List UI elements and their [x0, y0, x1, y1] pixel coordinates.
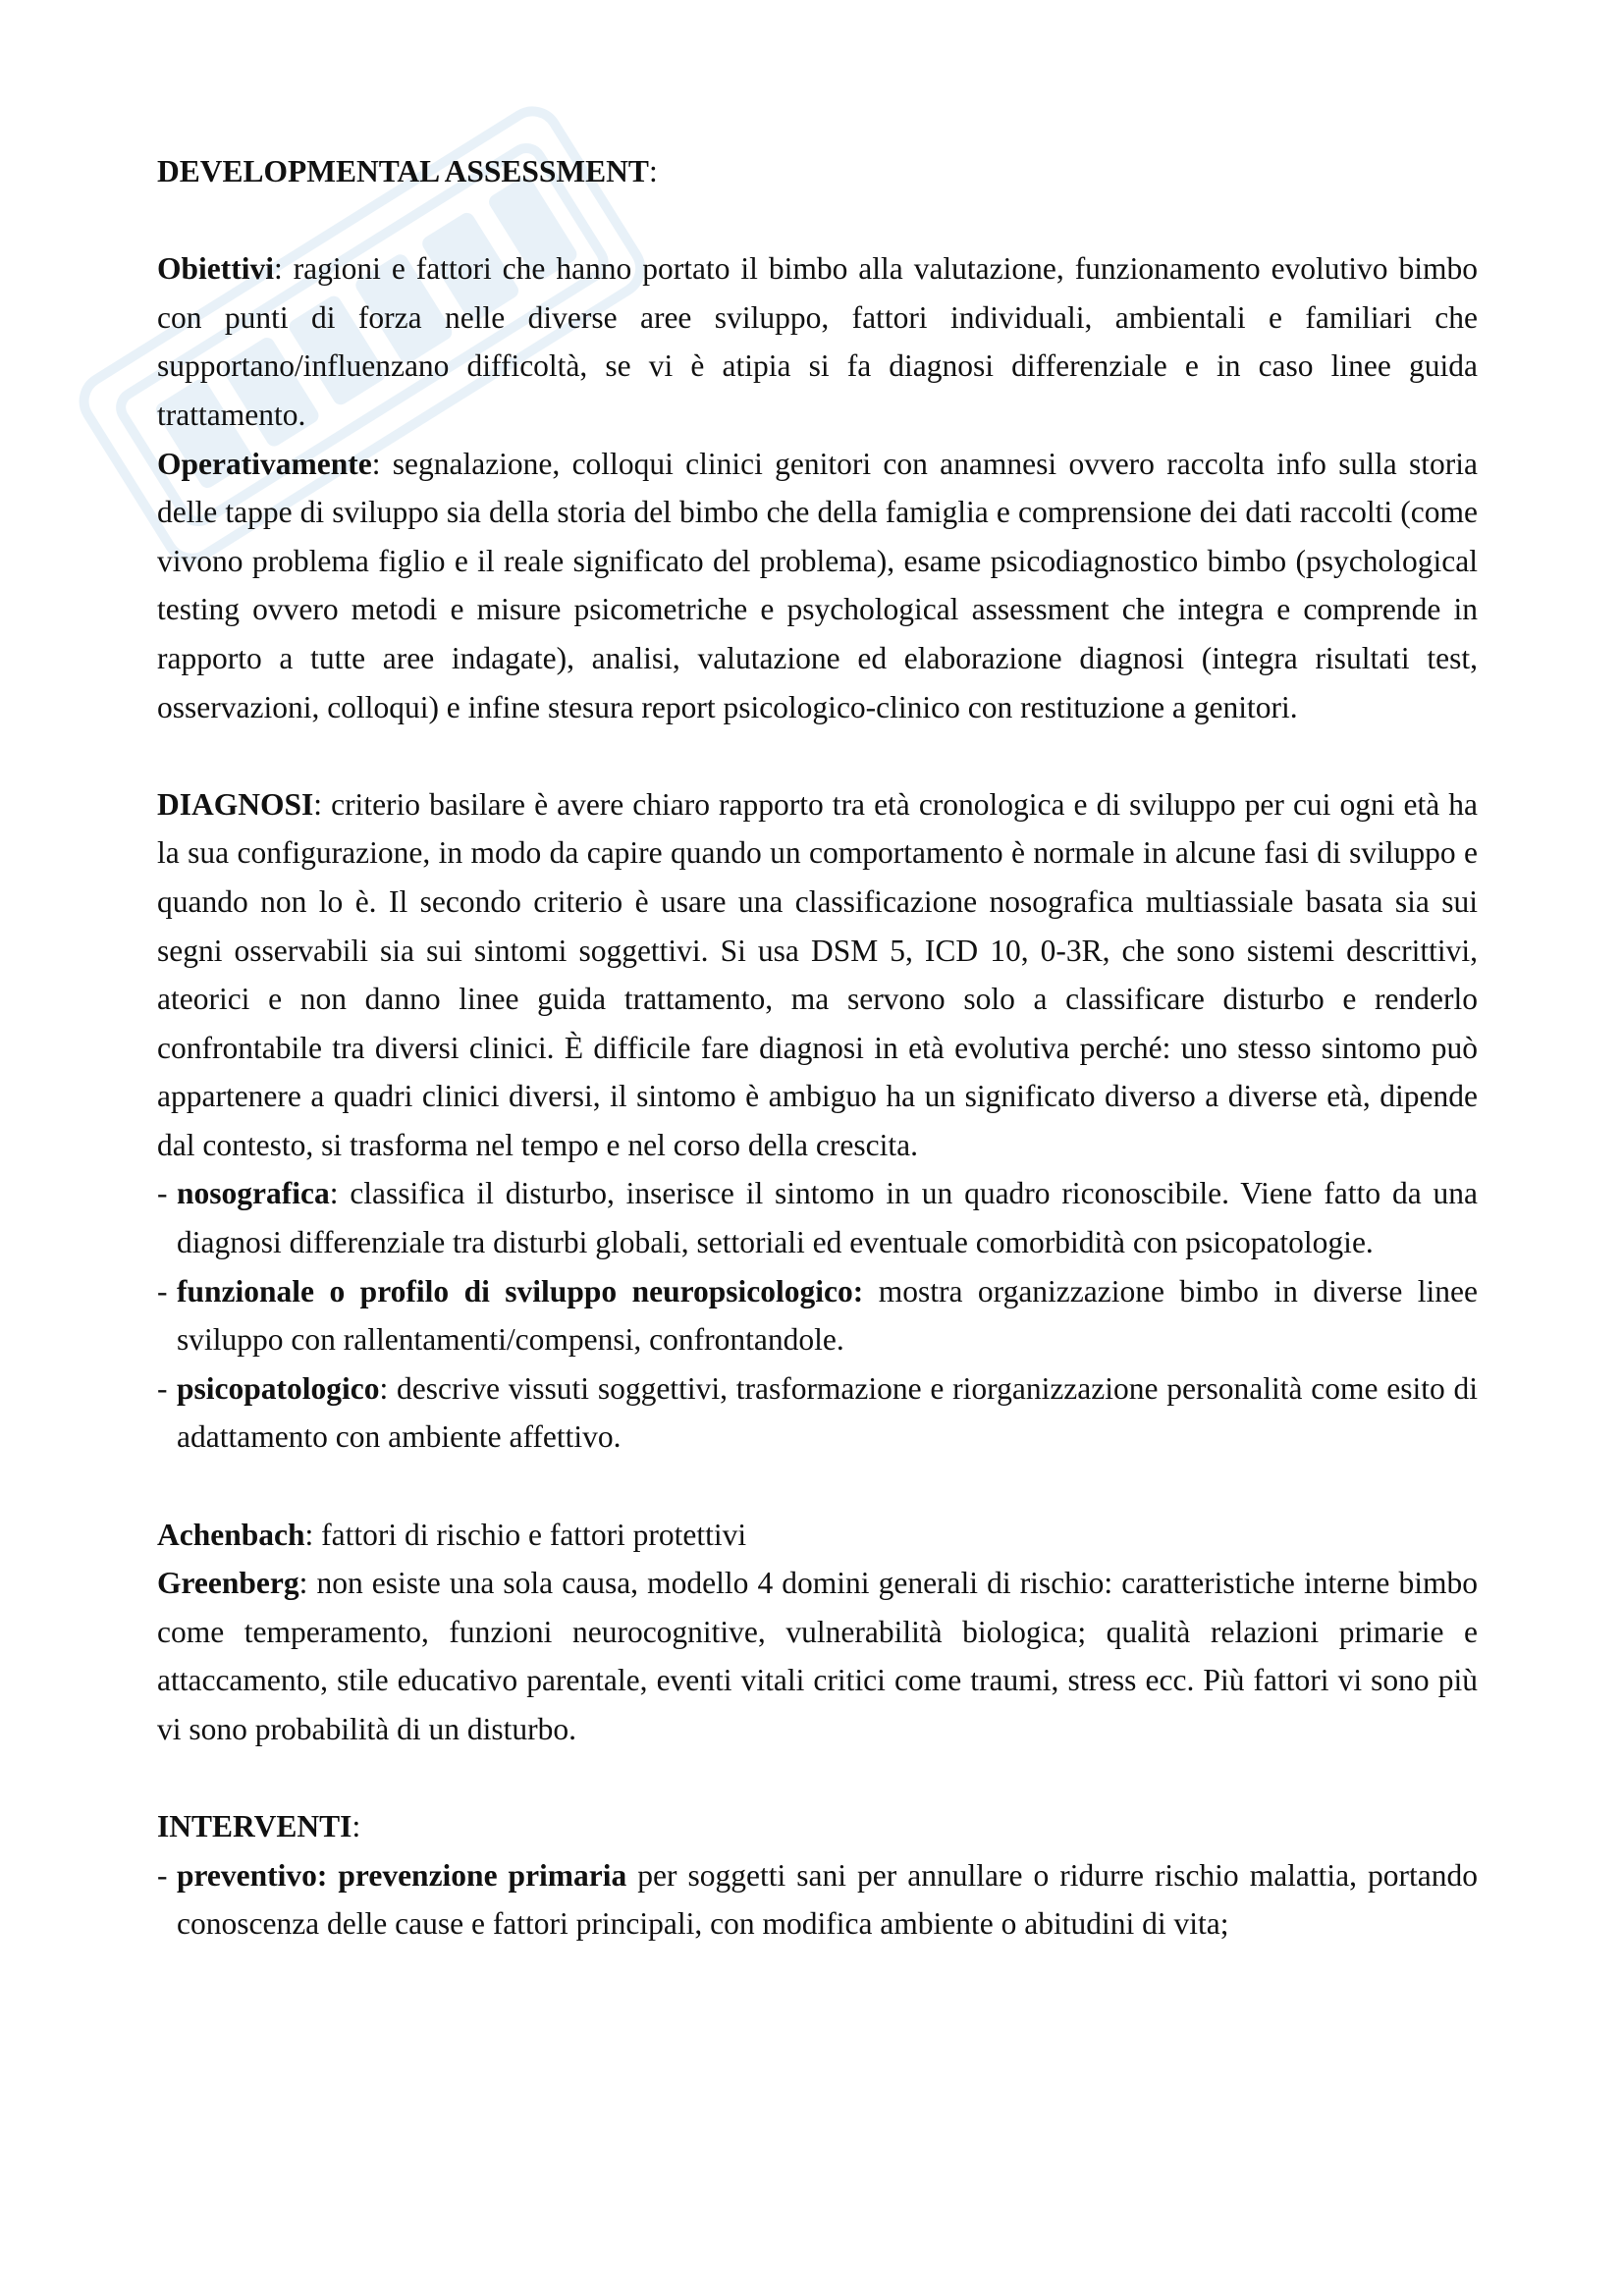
diagnosi-item-text: mostra organizzazione bimbo in diverse linee sviluppo con rallentamenti/compensi, confrontandole. — [177, 1273, 1478, 1358]
achenbach-paragraph — [157, 1511, 1478, 1560]
diagnosi-item-psicopatologico — [157, 1364, 1478, 1462]
obiettivi-paragraph — [157, 244, 1478, 439]
diagnosi-text: : criterio basilare è avere chiaro rapporto tra età cronologica e di sviluppo per cui ogni età ha la sua configurazione, in modo da capire quando un comportamento è normale in alcune fasi di sviluppo e quando non lo è. Il secondo criterio è usare una classificazione nosografica multiassiale basata sia sui segni osservabili sia sui sintomi soggettivi. Si usa DSM 5, ICD 10, 0-3R, che sono sistemi descrittivi, ateorici e non danno linee guida trattamento, ma servono solo a classificare disturbo e renderlo confrontabile tra diversi clinici. È difficile fare diagnosi in età evolutiva perché: uno stesso sintomo può appartenere a quadri clinici diversi, il sintomo è ambiguo ha un significato diverso a diverse età, dipende dal contesto, si trasforma nel tempo e nel corso della crescita. — [157, 786, 1478, 1162]
greenberg-text: : non esiste una sola causa, modello 4 domini generali di rischio: caratteristiche interne bimbo come temperamento, funzioni neurocognitive, vulnerabilità biologica; qualità relazioni primarie e attaccamento, stile educativo parentale, eventi vitali critici come traumi, stress ecc. Più fattori vi sono più vi sono probabilità di un disturbo. — [157, 1566, 1478, 1746]
list-dash: - — [157, 1370, 168, 1406]
interventi-label: INTERVENTI — [157, 1809, 352, 1844]
interventi-suffix: : — [352, 1809, 361, 1844]
diagnosi-paragraph — [157, 780, 1478, 1170]
list-dash: - — [157, 1176, 168, 1211]
document-title — [157, 147, 1478, 196]
interventi-item-preventivo — [157, 1851, 1478, 1949]
greenberg-paragraph — [157, 1559, 1478, 1753]
operativamente-paragraph — [157, 440, 1478, 732]
operativamente-text: : segnalazione, colloqui clinici genitori con anamnesi ovvero raccolta info sulla storia delle tappe di sviluppo sia della storia del bimbo che della famiglia e comprensione dei dati raccolti (come vivono problema figlio e il reale significato del problema), esame psicodiagnostico bimbo (psychological testing ovvero metodi e misure psicometriche e psychological assessment che integra e comprende in rapporto a tutte aree indagate), analisi, valutazione ed elaborazione diagnosi (integra risultati test, osservazioni, colloqui) e infine stesura report psicologico-clinico con restituzione a genitori. — [157, 446, 1478, 724]
obiettivi-text: : ragioni e fattori che hanno portato il bimbo alla valutazione, funzionamento evolutivo bimbo con punti di forza nelle diverse aree sviluppo, fattori individuali, ambientali e familiari che supportano/influenzano difficoltà, se vi è atipia si fa diagnosi differenziale e in caso linee guida trattamento. — [157, 251, 1478, 432]
achenbach-text: : fattori di rischio e fattori protettivi — [304, 1517, 747, 1552]
obiettivi-label: Obiettivi — [157, 251, 274, 287]
diagnosi-item-funzionale — [157, 1267, 1478, 1364]
interventi-heading — [157, 1802, 1478, 1851]
greenberg-label: Greenberg — [157, 1566, 299, 1601]
list-dash: - — [157, 1857, 168, 1893]
diagnosi-item-label: psicopatologico — [177, 1370, 380, 1406]
document-body — [157, 147, 1478, 1949]
title-label: DEVELOPMENTAL ASSESSMENT — [157, 154, 649, 188]
diagnosi-item-text: : descrive vissuti soggettivi, trasformazione e riorganizzazione personalità come esito di adattamento con ambiente affettivo. — [177, 1370, 1478, 1455]
diagnosi-item-nosografica — [157, 1169, 1478, 1266]
diagnosi-item-text: : classifica il disturbo, inserisce il sintomo in un quadro riconoscibile. Viene fatto da una diagnosi differenziale tra disturbi globali, settoriali ed eventuale comorbidità con psicopatologie. — [177, 1176, 1478, 1260]
title-suffix: : — [648, 154, 658, 188]
list-dash: - — [157, 1273, 168, 1308]
diagnosi-item-label: nosografica — [177, 1176, 330, 1211]
diagnosi-item-label: funzionale o profilo di sviluppo neuropsicologico: — [177, 1273, 864, 1308]
interventi-item-text: per soggetti sani per annullare o ridurre rischio malattia, portando conoscenza delle cause e fattori principali, con modifica ambiente o abitudini di vita; — [177, 1857, 1479, 1942]
operativamente-label: Operativamente — [157, 446, 372, 481]
diagnosi-label: DIAGNOSI — [157, 786, 314, 822]
achenbach-label: Achenbach — [157, 1517, 305, 1552]
interventi-item-label: preventivo: prevenzione primaria — [177, 1857, 627, 1893]
